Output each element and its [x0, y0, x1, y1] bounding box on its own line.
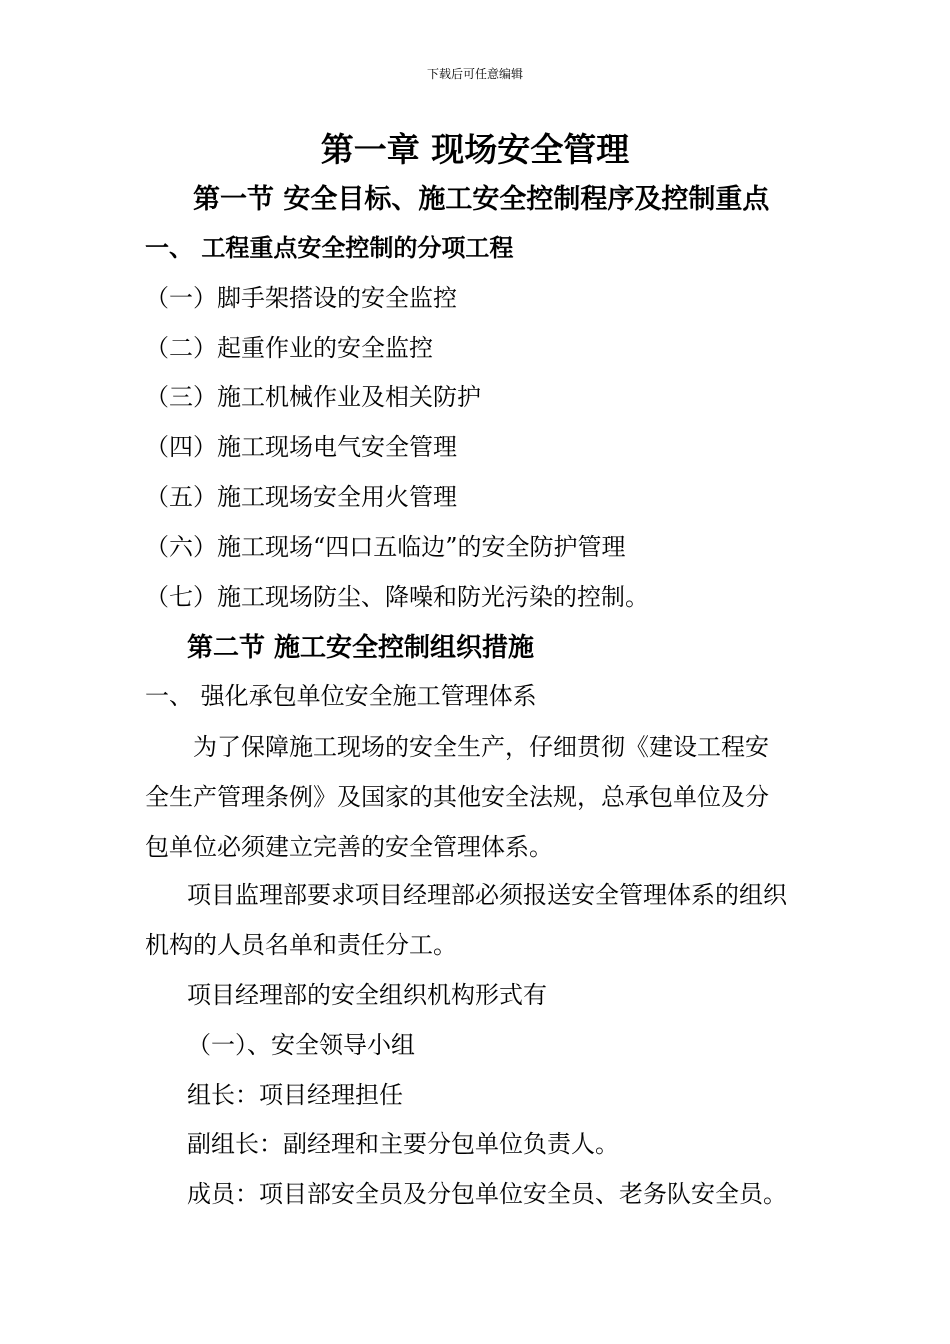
- role-deputy-leader: 副组长：副经理和主要分包单位负责人。: [187, 1130, 619, 1158]
- section1-item-1: （一）脚手架搭设的安全监控: [145, 284, 457, 312]
- section1-item-4: （四）施工现场电气安全管理: [145, 433, 457, 461]
- role-leader: 组长：项目经理担任: [187, 1081, 403, 1109]
- paragraph2-line-2: 机构的人员名单和责任分工。: [145, 931, 457, 959]
- paragraph3: 项目经理部的安全组织机构形式有: [187, 981, 547, 1009]
- chapter-title: 第一章 现场安全管理: [320, 130, 630, 169]
- section2-title: 第二节 施工安全控制组织措施: [187, 633, 535, 663]
- paragraph1-line-2: 全生产管理条例》及国家的其他安全法规，总承包单位及分: [145, 783, 769, 811]
- header-note: 下载后可任意编辑: [426, 67, 523, 81]
- section1-item-7: （七）施工现场防尘、降噪和防光污染的控制。: [145, 583, 649, 611]
- paragraph1-line-1: 为了保障施工现场的安全生产，仔细贯彻《建设工程安: [193, 733, 769, 761]
- section1-heading: 一、 工程重点安全控制的分项工程: [145, 234, 514, 262]
- paragraph2-line-1: 项目监理部要求项目经理部必须报送安全管理体系的组织: [187, 881, 787, 909]
- paragraph1-line-3: 包单位必须建立完善的安全管理体系。: [145, 833, 553, 861]
- section1-item-6: （六）施工现场“四口五临边”的安全防护管理: [145, 533, 626, 561]
- section1-item-5: （五）施工现场安全用火管理: [145, 483, 457, 511]
- section2-heading: 一、 强化承包单位安全施工管理体系: [145, 682, 537, 710]
- subheading-leadership-group: （一）、安全领导小组: [187, 1031, 415, 1059]
- role-members: 成员：项目部安全员及分包单位安全员、老务队安全员。: [187, 1180, 787, 1208]
- section1-item-2: （二）起重作业的安全监控: [145, 334, 433, 362]
- section1-item-3: （三）施工机械作业及相关防护: [145, 383, 481, 411]
- section1-title: 第一节 安全目标、施工安全控制程序及控制重点: [193, 184, 770, 215]
